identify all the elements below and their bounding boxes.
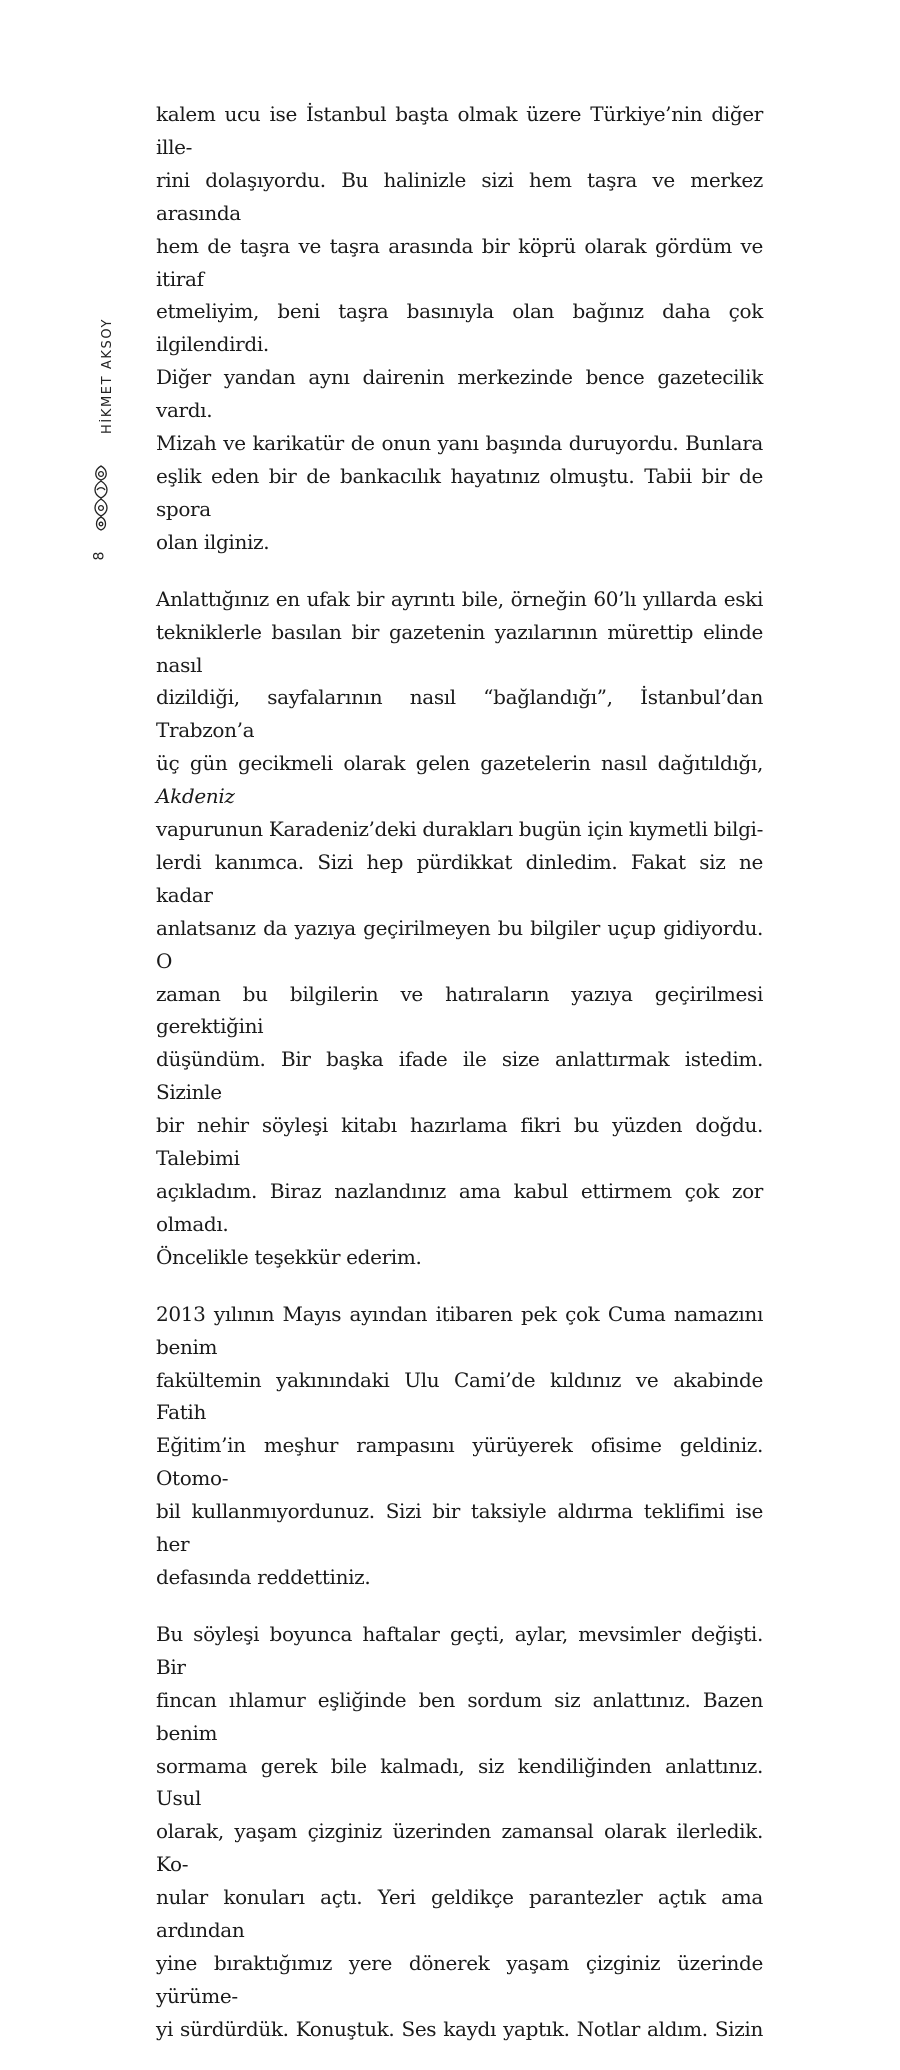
text-line: hem de taşra ve taşra arasında bir köprü olarak gördüm ve itiraf (156, 233, 763, 291)
paragraph (156, 98, 763, 559)
text-line: Bu söyleşi boyunca haftalar geçti, aylar, mevsimler değişti. Bir (156, 1621, 763, 1679)
text-line: üç gün gecikmeli olarak gelen gazetelerin nasıl dağıtıldığı, Akdeniz (156, 751, 763, 809)
running-head: HİKMET AKSOY (100, 318, 115, 434)
body-text (156, 98, 763, 2070)
text-line: bir nehir söyleşi kitabı hazırlama fikri bu yüzden doğdu. Talebimi (156, 1113, 763, 1171)
paragraph (156, 583, 763, 1274)
text-line: Diğer yandan aynı dairenin merkezinde bence gazetecilik vardı. (156, 365, 763, 423)
text-line: yi sürdürdük. Konuştuk. Ses kaydı yaptık. Notlar aldım. Sizin (156, 2016, 763, 2041)
text-line: sormama gerek bile kalmadı, siz kendiliğinden anlattınız. Usul (156, 1753, 763, 1811)
text-line: bil kullanmıyordunuz. Sizi bir taksiyle aldırma teklifimi ise her (156, 1499, 763, 1557)
text-line: vapurunun Karadeniz’deki durakları bugün için kıymetli bilgi- (156, 817, 763, 842)
page-number: 8 (91, 551, 108, 561)
text-line: yine bıraktığımız yere dönerek yaşam çizginiz üzerinde yürüme- (156, 1950, 763, 2008)
text-line: kalem ucu ise İstanbul başta olmak üzere Türkiye’nin diğer ille- (156, 102, 763, 159)
text-line: nular konuları açtı. Yeri geldikçe parantezler açtık ama ardından (156, 1885, 763, 1943)
italic-ship-name: Akdeniz (156, 784, 235, 809)
text-line: eşlik eden bir de bankacılık hayatınız olmuştu. Tabii bir de spora (156, 463, 763, 521)
paragraph (156, 1298, 763, 1594)
text-line: Anlattığınız en ufak bir ayrıntı bile, örneğin 60’lı yıllarda eski (156, 586, 763, 611)
text-line: rini dolaşıyordu. Bu halinizle sizi hem taşra ve merkez arasında (156, 167, 763, 225)
text-line: anlatsanız da yazıya geçirilmeyen bu bilgiler uçup gidiyordu. O (156, 915, 763, 973)
text-line: Mizah ve karikatür de onun yanı başında duruyordu. Bunlara (156, 431, 763, 456)
scroll-ornament-icon (90, 464, 112, 532)
text-line: tekniklerle basılan bir gazetenin yazılarının mürettip elinde nasıl (156, 619, 763, 677)
text-line: etmeliyim, beni taşra basınıyla olan bağınız daha çok ilgilendirdi. (156, 299, 763, 357)
text-line: 2013 yılının Mayıs ayından itibaren pek çok Cuma namazını benim (156, 1301, 763, 1359)
paragraph (156, 1618, 763, 2046)
text-line: açıkladım. Biraz nazlandınız ama kabul ettirmem çok zor olmadı. (156, 1179, 763, 1236)
text-line: fincan ıhlamur eşliğinde ben sordum siz anlattınız. Bazen benim (156, 1687, 763, 1745)
text-line: düşündüm. Bir başka ifade ile size anlattırmak istedim. Sizinle (156, 1047, 763, 1105)
text-line: olarak, yaşam çizginiz üzerinden zamansal olarak ilerledik. Ko- (156, 1819, 763, 1877)
text-line: olan ilginiz. (156, 529, 270, 554)
text-line: Eğitim’in meşhur rampasını yürüyerek ofisime geldiniz. Otomo- (156, 1433, 763, 1491)
text-line: Öncelikle teşekkür ederim. (156, 1244, 422, 1269)
text-line: defasında reddettiniz. (156, 1564, 371, 1589)
text-line: dizildiği, sayfalarının nasıl “bağlandığı”, İstanbul’dan Trabzon’a (156, 685, 763, 743)
text-line: fakültemin yakınındaki Ulu Cami’de kıldınız ve akabinde Fatih (156, 1367, 763, 1425)
text-line: lerdi kanımca. Sizi hep pürdikkat dinledim. Fakat siz ne kadar (156, 849, 763, 907)
text-line: zaman bu bilgilerin ve hatıraların yazıya geçirilmesi gerektiğini (156, 981, 763, 1039)
